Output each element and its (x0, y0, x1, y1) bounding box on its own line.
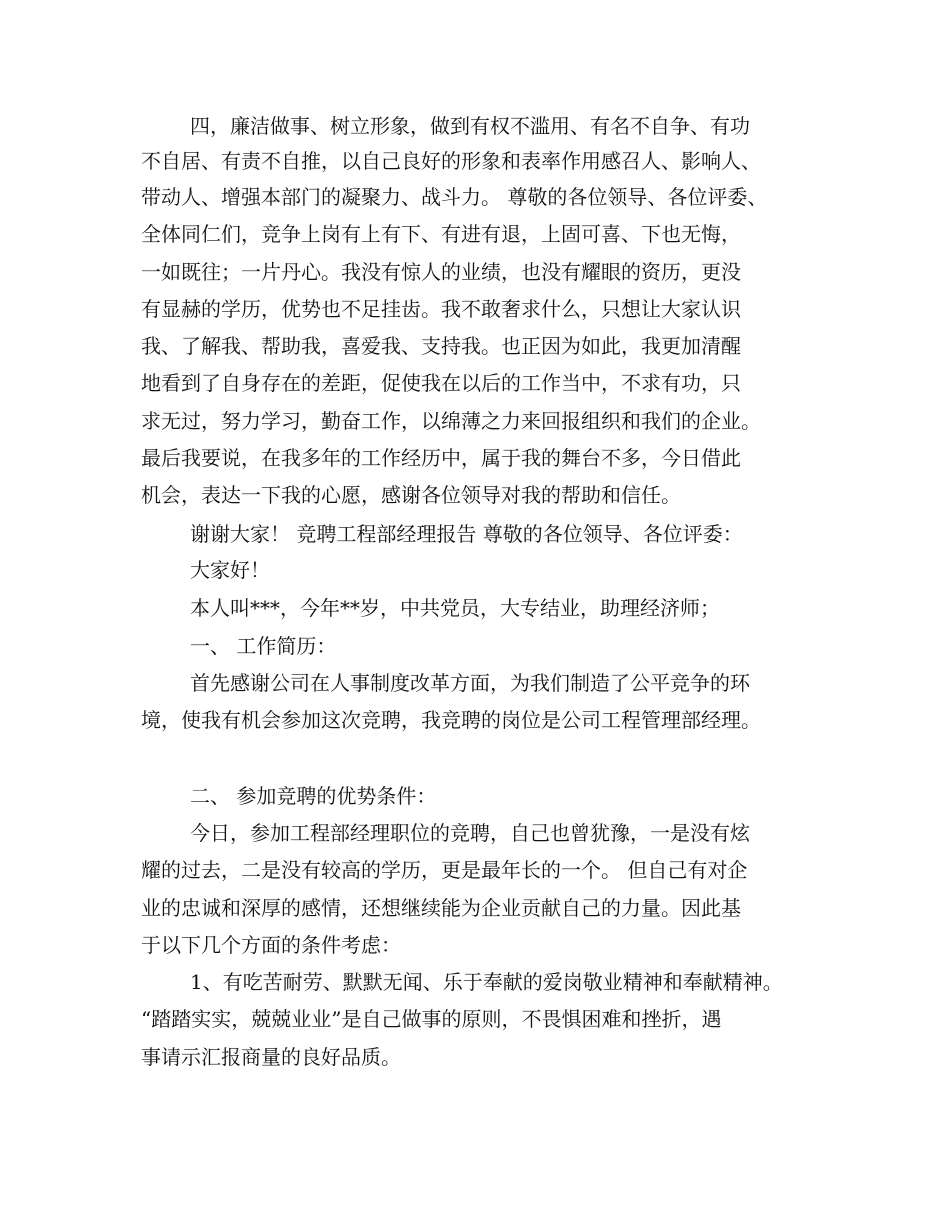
text-line: 谢谢大家！ 竞聘工程部经理报告 尊敬的各位领导、各位评委： (190, 522, 743, 546)
text-line: 带动人、增强本部门的凝聚力、战斗力。 尊敬的各位领导、各位评委、 (141, 185, 768, 209)
text-line: 今日，参加工程部经理职位的竞聘，自己也曾犹豫，一是没有炫 (190, 821, 750, 845)
text-line: 本人叫***，今年**岁，中共党员，大专结业，助理经济师； (190, 596, 720, 620)
text-line: 地看到了自身存在的差距，促使我在以后的工作当中，不求有功，只 (141, 371, 741, 395)
text-line: “踏踏实实，兢兢业业”是自己做事的原则，不畏惧困难和挫折，遇 (141, 1007, 722, 1031)
text-line: 四，廉洁做事、树立形象，做到有权不滥用、有名不自争、有功 (190, 114, 750, 138)
section-heading: 二、 参加竞聘的优势条件： (190, 784, 437, 808)
text-line: 求无过，努力学习，勤奋工作，以绵薄之力来回报组织和我们的企业。 (141, 409, 761, 433)
text-line: 首先感谢公司在人事制度改革方面，为我们制造了公平竞争的环 (190, 671, 750, 695)
text-line: 耀的过去，二是没有较高的学历，更是最年长的一个。 但自己有对企 (141, 858, 748, 882)
text-line: 1、有吃苦耐劳、默默无闻、乐于奉献的爱岗敬业精神和奉献精神。 (190, 970, 783, 994)
text-line: 事请示汇报商量的良好品质。 (141, 1045, 401, 1069)
text-line: 最后我要说，在我多年的工作经历中，属于我的舞台不多，今日借此 (141, 446, 741, 470)
section-heading: 一、 工作简历： (190, 634, 337, 658)
text-line: 有显赫的学历，优势也不足挂齿。我不敢奢求什么，只想让大家认识 (141, 297, 741, 321)
text-line: 我、了解我、帮助我，喜爱我、支持我。也正因为如此，我更加清醒 (141, 334, 741, 358)
text-line: 一如既往；一片丹心。我没有惊人的业绩，也没有耀眼的资历，更没 (141, 260, 741, 284)
text-line: 大家好！ (190, 558, 270, 582)
text-line: 全体同仁们，竞争上岗有上有下、有进有退，上固可喜、下也无悔， (141, 222, 741, 246)
text-line: 境，使我有机会参加这次竞聘，我竞聘的岗位是公司工程管理部经理。 (141, 708, 761, 732)
text-line: 不自居、有责不自推，以自己良好的形象和表率作用感召人、影响人、 (141, 149, 761, 173)
text-line: 业的忠诚和深厚的感情，还想继续能为企业贡献自己的力量。因此基 (141, 896, 741, 920)
text-line: 于以下几个方面的条件考虑： (141, 933, 401, 957)
text-line: 机会，表达一下我的心愿，感谢各位领导对我的帮助和信任。 (141, 483, 681, 507)
